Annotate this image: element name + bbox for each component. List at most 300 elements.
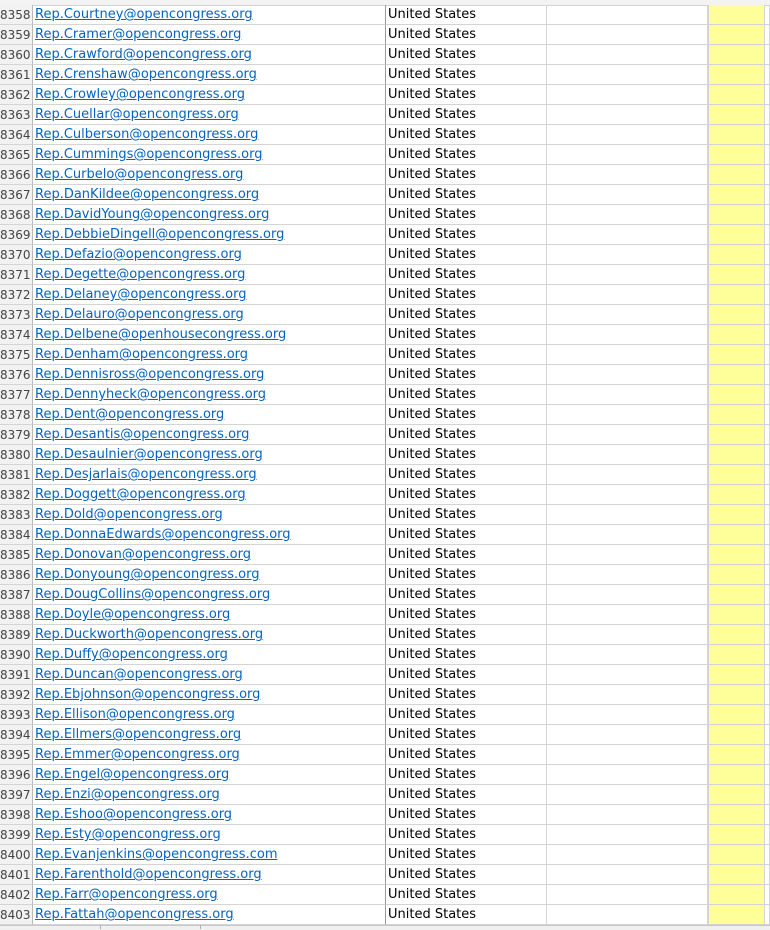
- country-cell[interactable]: United States: [386, 825, 547, 845]
- country-cell[interactable]: United States: [386, 745, 547, 765]
- row-number[interactable]: 8369: [0, 225, 33, 245]
- empty-cell[interactable]: [547, 425, 708, 445]
- empty-cell[interactable]: [765, 45, 770, 65]
- country-cell[interactable]: United States: [386, 145, 547, 165]
- table-row: [0, 725, 770, 745]
- empty-cell[interactable]: [765, 105, 770, 125]
- empty-cell[interactable]: [547, 385, 708, 405]
- empty-cell[interactable]: [765, 525, 770, 545]
- country-cell[interactable]: United States: [386, 585, 547, 605]
- country-cell[interactable]: United States: [386, 565, 547, 585]
- empty-cell[interactable]: [547, 825, 708, 845]
- row-number[interactable]: 8399: [0, 825, 33, 845]
- table-row: [0, 645, 770, 665]
- highlighted-cell[interactable]: [708, 625, 765, 645]
- row-number[interactable]: 8382: [0, 485, 33, 505]
- empty-cell[interactable]: [765, 145, 770, 165]
- empty-cell[interactable]: [547, 885, 708, 905]
- empty-cell[interactable]: [547, 325, 708, 345]
- highlighted-cell[interactable]: [708, 705, 765, 725]
- empty-cell[interactable]: [765, 405, 770, 425]
- country-cell[interactable]: United States: [386, 265, 547, 285]
- country-cell[interactable]: United States: [386, 725, 547, 745]
- table-row: [0, 465, 770, 485]
- highlighted-cell[interactable]: [708, 445, 765, 465]
- table-row: [0, 425, 770, 445]
- row-number[interactable]: 8388: [0, 605, 33, 625]
- highlighted-cell[interactable]: [708, 425, 765, 445]
- empty-cell[interactable]: [547, 125, 708, 145]
- empty-cell[interactable]: [765, 165, 770, 185]
- highlighted-cell[interactable]: [708, 645, 765, 665]
- highlighted-cell[interactable]: [708, 725, 765, 745]
- email-link[interactable]: Rep.DebbieDingell@opencongress.org: [33, 225, 386, 245]
- empty-cell[interactable]: [765, 805, 770, 825]
- highlighted-cell[interactable]: [708, 45, 765, 65]
- empty-cell[interactable]: [765, 605, 770, 625]
- country-cell[interactable]: United States: [386, 525, 547, 545]
- country-cell[interactable]: United States: [386, 485, 547, 505]
- row-number[interactable]: 8363: [0, 105, 33, 125]
- country-cell[interactable]: United States: [386, 185, 547, 205]
- country-cell[interactable]: United States: [386, 445, 547, 465]
- empty-cell[interactable]: [765, 305, 770, 325]
- empty-cell[interactable]: [547, 145, 708, 165]
- highlighted-cell[interactable]: [708, 505, 765, 525]
- table-row: [0, 45, 770, 65]
- highlighted-cell[interactable]: [708, 125, 765, 145]
- highlighted-cell[interactable]: [708, 765, 765, 785]
- row-number[interactable]: 8368: [0, 205, 33, 225]
- highlighted-cell[interactable]: [708, 105, 765, 125]
- table-row: [0, 485, 770, 505]
- empty-cell[interactable]: [547, 85, 708, 105]
- email-link[interactable]: Rep.Dent@opencongress.org: [33, 405, 386, 425]
- empty-cell[interactable]: [765, 365, 770, 385]
- email-link[interactable]: Rep.Doggett@opencongress.org: [33, 485, 386, 505]
- row-number[interactable]: 8394: [0, 725, 33, 745]
- email-link[interactable]: Rep.Desjarlais@opencongress.org: [33, 465, 386, 485]
- table-row: [0, 605, 770, 625]
- table-row: [0, 285, 770, 305]
- email-link[interactable]: Rep.Farenthold@opencongress.org: [33, 865, 386, 885]
- table-row: [0, 785, 770, 805]
- highlighted-cell[interactable]: [708, 165, 765, 185]
- highlighted-cell[interactable]: [708, 185, 765, 205]
- highlighted-cell[interactable]: [708, 345, 765, 365]
- country-cell[interactable]: United States: [386, 65, 547, 85]
- highlighted-cell[interactable]: [708, 745, 765, 765]
- sheet-tab[interactable]: [0, 925, 101, 929]
- row-number[interactable]: 8365: [0, 145, 33, 165]
- email-link[interactable]: Rep.Enzi@opencongress.org: [33, 785, 386, 805]
- empty-cell[interactable]: [547, 185, 708, 205]
- email-link[interactable]: Rep.Denham@opencongress.org: [33, 345, 386, 365]
- email-link[interactable]: Rep.Doyle@opencongress.org: [33, 605, 386, 625]
- empty-cell[interactable]: [765, 845, 770, 865]
- empty-cell[interactable]: [547, 205, 708, 225]
- row-number[interactable]: 8402: [0, 885, 33, 905]
- highlighted-cell[interactable]: [708, 5, 765, 25]
- highlighted-cell[interactable]: [708, 565, 765, 585]
- highlighted-cell[interactable]: [708, 825, 765, 845]
- table-row: [0, 585, 770, 605]
- highlighted-cell[interactable]: [708, 845, 765, 865]
- row-number[interactable]: 8359: [0, 25, 33, 45]
- empty-cell[interactable]: [547, 865, 708, 885]
- country-cell[interactable]: United States: [386, 245, 547, 265]
- row-number[interactable]: 8379: [0, 425, 33, 445]
- empty-cell[interactable]: [765, 565, 770, 585]
- email-link[interactable]: Rep.Cuellar@opencongress.org: [33, 105, 386, 125]
- country-cell[interactable]: United States: [386, 425, 547, 445]
- country-cell[interactable]: United States: [386, 625, 547, 645]
- empty-cell[interactable]: [547, 645, 708, 665]
- row-number[interactable]: 8401: [0, 865, 33, 885]
- row-number[interactable]: 8370: [0, 245, 33, 265]
- email-link[interactable]: Rep.DougCollins@opencongress.org: [33, 585, 386, 605]
- empty-cell[interactable]: [547, 485, 708, 505]
- email-link[interactable]: Rep.Farr@opencongress.org: [33, 885, 386, 905]
- row-number[interactable]: 8376: [0, 365, 33, 385]
- row-number[interactable]: 8384: [0, 525, 33, 545]
- email-link[interactable]: Rep.Crawford@opencongress.org: [33, 45, 386, 65]
- country-cell[interactable]: United States: [386, 545, 547, 565]
- email-link[interactable]: Rep.Donovan@opencongress.org: [33, 545, 386, 565]
- table-row: [0, 525, 770, 545]
- country-cell[interactable]: United States: [386, 385, 547, 405]
- highlighted-cell[interactable]: [708, 385, 765, 405]
- table-row: [0, 505, 770, 525]
- country-cell[interactable]: United States: [386, 805, 547, 825]
- empty-cell[interactable]: [547, 545, 708, 565]
- highlighted-cell[interactable]: [708, 405, 765, 425]
- empty-cell[interactable]: [765, 465, 770, 485]
- row-number[interactable]: 8390: [0, 645, 33, 665]
- email-link[interactable]: Rep.Cramer@opencongress.org: [33, 25, 386, 45]
- country-cell[interactable]: United States: [386, 865, 547, 885]
- country-cell[interactable]: United States: [386, 905, 547, 925]
- email-link[interactable]: Rep.Ellmers@opencongress.org: [33, 725, 386, 745]
- highlighted-cell[interactable]: [708, 885, 765, 905]
- table-row: [0, 385, 770, 405]
- table-row: [0, 105, 770, 125]
- email-link[interactable]: Rep.Engel@opencongress.org: [33, 765, 386, 785]
- email-link[interactable]: Rep.DavidYoung@opencongress.org: [33, 205, 386, 225]
- country-cell[interactable]: United States: [386, 285, 547, 305]
- row-number[interactable]: 8396: [0, 765, 33, 785]
- empty-cell[interactable]: [765, 645, 770, 665]
- empty-cell[interactable]: [765, 725, 770, 745]
- table-row: [0, 685, 770, 705]
- empty-cell[interactable]: [547, 445, 708, 465]
- country-cell[interactable]: United States: [386, 845, 547, 865]
- empty-cell[interactable]: [547, 45, 708, 65]
- row-number[interactable]: 8361: [0, 65, 33, 85]
- row-number[interactable]: 8395: [0, 745, 33, 765]
- empty-cell[interactable]: [765, 185, 770, 205]
- empty-cell[interactable]: [547, 765, 708, 785]
- empty-cell[interactable]: [547, 465, 708, 485]
- highlighted-cell[interactable]: [708, 485, 765, 505]
- empty-cell[interactable]: [765, 125, 770, 145]
- row-number[interactable]: 8366: [0, 165, 33, 185]
- row-number[interactable]: 8403: [0, 905, 33, 925]
- empty-cell[interactable]: [547, 225, 708, 245]
- highlighted-cell[interactable]: [708, 285, 765, 305]
- highlighted-cell[interactable]: [708, 365, 765, 385]
- country-cell[interactable]: United States: [386, 305, 547, 325]
- empty-cell[interactable]: [765, 785, 770, 805]
- row-number[interactable]: 8385: [0, 545, 33, 565]
- table-row: [0, 25, 770, 45]
- row-number[interactable]: 8373: [0, 305, 33, 325]
- empty-cell[interactable]: [547, 845, 708, 865]
- empty-cell[interactable]: [547, 345, 708, 365]
- highlighted-cell[interactable]: [708, 805, 765, 825]
- email-link[interactable]: Rep.Duncan@opencongress.org: [33, 665, 386, 685]
- highlighted-cell[interactable]: [708, 85, 765, 105]
- country-cell[interactable]: United States: [386, 125, 547, 145]
- empty-cell[interactable]: [547, 105, 708, 125]
- highlighted-cell[interactable]: [708, 865, 765, 885]
- row-number[interactable]: 8386: [0, 565, 33, 585]
- table-row: [0, 745, 770, 765]
- empty-cell[interactable]: [765, 885, 770, 905]
- empty-cell[interactable]: [547, 605, 708, 625]
- country-cell[interactable]: United States: [386, 85, 547, 105]
- row-number[interactable]: 8374: [0, 325, 33, 345]
- email-link[interactable]: Rep.Ebjohnson@opencongress.org: [33, 685, 386, 705]
- row-number[interactable]: 8377: [0, 385, 33, 405]
- email-link[interactable]: Rep.DonnaEdwards@opencongress.org: [33, 525, 386, 545]
- highlighted-cell[interactable]: [708, 465, 765, 485]
- highlighted-cell[interactable]: [708, 585, 765, 605]
- empty-cell[interactable]: [547, 265, 708, 285]
- highlighted-cell[interactable]: [708, 265, 765, 285]
- empty-cell[interactable]: [547, 665, 708, 685]
- empty-cell[interactable]: [547, 705, 708, 725]
- highlighted-cell[interactable]: [708, 325, 765, 345]
- email-link[interactable]: Rep.Donyoung@opencongress.org: [33, 565, 386, 585]
- empty-cell[interactable]: [547, 285, 708, 305]
- empty-cell[interactable]: [547, 245, 708, 265]
- country-cell[interactable]: United States: [386, 405, 547, 425]
- empty-cell[interactable]: [765, 225, 770, 245]
- highlighted-cell[interactable]: [708, 605, 765, 625]
- empty-cell[interactable]: [765, 505, 770, 525]
- highlighted-cell[interactable]: [708, 785, 765, 805]
- country-cell[interactable]: United States: [386, 645, 547, 665]
- country-cell[interactable]: United States: [386, 225, 547, 245]
- email-link[interactable]: Rep.Dennyheck@opencongress.org: [33, 385, 386, 405]
- country-cell[interactable]: United States: [386, 365, 547, 385]
- row-number[interactable]: 8380: [0, 445, 33, 465]
- country-cell[interactable]: United States: [386, 165, 547, 185]
- email-link[interactable]: Rep.Ellison@opencongress.org: [33, 705, 386, 725]
- sheet-tab-bar[interactable]: [0, 925, 770, 930]
- empty-cell[interactable]: [765, 285, 770, 305]
- country-cell[interactable]: United States: [386, 5, 547, 25]
- email-link[interactable]: Rep.Emmer@opencongress.org: [33, 745, 386, 765]
- row-number[interactable]: 8397: [0, 785, 33, 805]
- email-link[interactable]: Rep.Duffy@opencongress.org: [33, 645, 386, 665]
- row-number[interactable]: 8362: [0, 85, 33, 105]
- row-number[interactable]: 8381: [0, 465, 33, 485]
- row-number[interactable]: 8383: [0, 505, 33, 525]
- empty-cell[interactable]: [547, 805, 708, 825]
- email-link[interactable]: Rep.Delauro@opencongress.org: [33, 305, 386, 325]
- row-number[interactable]: 8387: [0, 585, 33, 605]
- empty-cell[interactable]: [547, 725, 708, 745]
- country-cell[interactable]: United States: [386, 705, 547, 725]
- highlighted-cell[interactable]: [708, 525, 765, 545]
- highlighted-cell[interactable]: [708, 665, 765, 685]
- empty-cell[interactable]: [765, 485, 770, 505]
- empty-cell[interactable]: [765, 865, 770, 885]
- empty-cell[interactable]: [765, 825, 770, 845]
- highlighted-cell[interactable]: [708, 905, 765, 925]
- country-cell[interactable]: United States: [386, 465, 547, 485]
- email-link[interactable]: Rep.Crowley@opencongress.org: [33, 85, 386, 105]
- email-link[interactable]: Rep.Curbelo@opencongress.org: [33, 165, 386, 185]
- empty-cell[interactable]: [765, 585, 770, 605]
- email-link[interactable]: Rep.Delaney@opencongress.org: [33, 285, 386, 305]
- empty-cell[interactable]: [765, 25, 770, 45]
- country-cell[interactable]: United States: [386, 45, 547, 65]
- row-number[interactable]: 8372: [0, 285, 33, 305]
- email-link[interactable]: Rep.Crenshaw@opencongress.org: [33, 65, 386, 85]
- country-cell[interactable]: United States: [386, 25, 547, 45]
- empty-cell[interactable]: [547, 625, 708, 645]
- empty-cell[interactable]: [765, 705, 770, 725]
- row-number[interactable]: 8378: [0, 405, 33, 425]
- country-cell[interactable]: United States: [386, 345, 547, 365]
- email-link[interactable]: Rep.Eshoo@opencongress.org: [33, 805, 386, 825]
- email-link[interactable]: Rep.Degette@opencongress.org: [33, 265, 386, 285]
- email-link[interactable]: Rep.Dennisross@opencongress.org: [33, 365, 386, 385]
- empty-cell[interactable]: [547, 365, 708, 385]
- email-link[interactable]: Rep.Dold@opencongress.org: [33, 505, 386, 525]
- empty-cell[interactable]: [765, 625, 770, 645]
- row-number[interactable]: 8364: [0, 125, 33, 145]
- empty-cell[interactable]: [765, 265, 770, 285]
- email-link[interactable]: Rep.Fattah@opencongress.org: [33, 905, 386, 925]
- country-cell[interactable]: United States: [386, 605, 547, 625]
- table-row: [0, 125, 770, 145]
- empty-cell[interactable]: [765, 425, 770, 445]
- row-number[interactable]: 8392: [0, 685, 33, 705]
- row-number[interactable]: 8389: [0, 625, 33, 645]
- empty-cell[interactable]: [547, 505, 708, 525]
- highlighted-cell[interactable]: [708, 25, 765, 45]
- row-number[interactable]: 8360: [0, 45, 33, 65]
- empty-cell[interactable]: [765, 245, 770, 265]
- empty-cell[interactable]: [547, 585, 708, 605]
- empty-cell[interactable]: [547, 165, 708, 185]
- email-link[interactable]: Rep.Desantis@opencongress.org: [33, 425, 386, 445]
- row-number[interactable]: 8398: [0, 805, 33, 825]
- email-link[interactable]: Rep.Cummings@opencongress.org: [33, 145, 386, 165]
- row-number[interactable]: 8400: [0, 845, 33, 865]
- country-cell[interactable]: United States: [386, 765, 547, 785]
- highlighted-cell[interactable]: [708, 225, 765, 245]
- empty-cell[interactable]: [765, 345, 770, 365]
- row-number[interactable]: 8391: [0, 665, 33, 685]
- empty-cell[interactable]: [765, 445, 770, 465]
- email-link[interactable]: Rep.Esty@opencongress.org: [33, 825, 386, 845]
- empty-cell[interactable]: [547, 745, 708, 765]
- email-link[interactable]: Rep.Evanjenkins@opencongress.com: [33, 845, 386, 865]
- empty-cell[interactable]: [765, 205, 770, 225]
- empty-cell[interactable]: [765, 665, 770, 685]
- country-cell[interactable]: United States: [386, 505, 547, 525]
- empty-cell[interactable]: [547, 65, 708, 85]
- empty-cell[interactable]: [765, 745, 770, 765]
- empty-cell[interactable]: [547, 525, 708, 545]
- highlighted-cell[interactable]: [708, 685, 765, 705]
- table-row: [0, 145, 770, 165]
- email-link[interactable]: Rep.Courtney@opencongress.org: [33, 5, 386, 25]
- country-cell[interactable]: United States: [386, 785, 547, 805]
- empty-cell[interactable]: [765, 325, 770, 345]
- email-link[interactable]: Rep.Duckworth@opencongress.org: [33, 625, 386, 645]
- empty-cell[interactable]: [765, 65, 770, 85]
- empty-cell[interactable]: [547, 25, 708, 45]
- country-cell[interactable]: United States: [386, 105, 547, 125]
- highlighted-cell[interactable]: [708, 145, 765, 165]
- empty-cell[interactable]: [765, 85, 770, 105]
- highlighted-cell[interactable]: [708, 545, 765, 565]
- email-link[interactable]: Rep.Defazio@opencongress.org: [33, 245, 386, 265]
- email-link[interactable]: Rep.Delbene@openhousecongress.org: [33, 325, 386, 345]
- table-row: [0, 565, 770, 585]
- highlighted-cell[interactable]: [708, 245, 765, 265]
- email-link[interactable]: Rep.Culberson@opencongress.org: [33, 125, 386, 145]
- row-number[interactable]: 8375: [0, 345, 33, 365]
- country-cell[interactable]: United States: [386, 325, 547, 345]
- email-link[interactable]: Rep.Desaulnier@opencongress.org: [33, 445, 386, 465]
- table-row: [0, 165, 770, 185]
- empty-cell[interactable]: [765, 545, 770, 565]
- country-cell[interactable]: United States: [386, 685, 547, 705]
- row-number[interactable]: 8371: [0, 265, 33, 285]
- table-row: [0, 225, 770, 245]
- empty-cell[interactable]: [547, 305, 708, 325]
- country-cell[interactable]: United States: [386, 665, 547, 685]
- highlighted-cell[interactable]: [708, 205, 765, 225]
- empty-cell[interactable]: [547, 685, 708, 705]
- row-number[interactable]: 8367: [0, 185, 33, 205]
- empty-cell[interactable]: [765, 905, 770, 925]
- empty-cell[interactable]: [765, 685, 770, 705]
- row-number[interactable]: 8393: [0, 705, 33, 725]
- empty-cell[interactable]: [765, 385, 770, 405]
- empty-cell[interactable]: [547, 5, 708, 25]
- country-cell[interactable]: United States: [386, 885, 547, 905]
- country-cell[interactable]: United States: [386, 205, 547, 225]
- empty-cell[interactable]: [765, 765, 770, 785]
- empty-cell[interactable]: [547, 785, 708, 805]
- empty-cell[interactable]: [547, 565, 708, 585]
- highlighted-cell[interactable]: [708, 65, 765, 85]
- empty-cell[interactable]: [547, 905, 708, 925]
- email-link[interactable]: Rep.DanKildee@opencongress.org: [33, 185, 386, 205]
- empty-cell[interactable]: [765, 5, 770, 25]
- row-number[interactable]: 8358: [0, 5, 33, 25]
- empty-cell[interactable]: [547, 405, 708, 425]
- highlighted-cell[interactable]: [708, 305, 765, 325]
